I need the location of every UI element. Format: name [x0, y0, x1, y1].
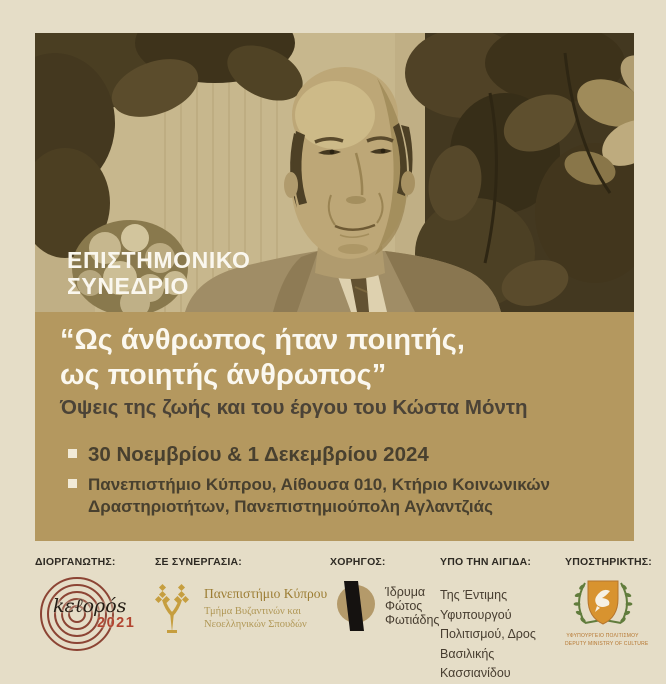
cyprus-coat-of-arms-icon	[569, 579, 637, 627]
conference-type-line2: ΣΥΝΕΔΡΙΟ	[67, 272, 190, 299]
ucy-department-line2: Νεοελληνικών Σπουδών	[204, 618, 307, 630]
date-row	[60, 442, 614, 467]
title-band	[35, 312, 634, 541]
conference-type-label	[67, 248, 251, 299]
auspices-line1: Της Έντιμης Υφυπουργού	[440, 588, 512, 622]
square-bullet-icon	[68, 449, 77, 458]
collaboration-column	[155, 556, 328, 634]
conference-subtitle: Όψεις της ζωής και του έργου του Κώστα Μόντη	[60, 396, 528, 419]
auspices-line3: Κασσιανίδου	[440, 666, 511, 680]
portrait-photo	[35, 33, 634, 312]
university-of-cyprus-logo	[155, 582, 328, 634]
fotiadis-name	[385, 585, 439, 627]
auspices-text	[440, 586, 560, 684]
fotiadis-name-line1: Ίδρυμα	[385, 585, 426, 599]
keloros-year: 2021	[97, 615, 136, 631]
conference-title	[60, 323, 614, 393]
organizer-column	[35, 556, 150, 654]
ucy-name: Πανεπιστήμιο Κύπρου	[204, 585, 328, 601]
square-bullet-icon	[68, 479, 77, 488]
fotiadis-foundation-icon	[330, 580, 376, 632]
fotiadis-name-line2: Φώτος	[385, 599, 423, 613]
event-venue-line2: Δραστηριοτήτων, Πανεπιστημιούπολη Αγλαντζιάς	[88, 497, 493, 516]
ucy-department	[204, 605, 327, 631]
university-tree-icon	[155, 582, 189, 634]
conference-title-line2: ως ποιητής άνθρωπος”	[60, 359, 387, 391]
supporter-column	[565, 556, 652, 647]
auspices-column	[440, 556, 560, 684]
conference-title-line1: “Ως άνθρωπος ήταν ποιητής,	[60, 324, 465, 356]
collaboration-label: ΣΕ ΣΥΝΕΡΓΑΣΙΑ:	[155, 556, 242, 568]
supporter-label: ΥΠΟΣΤΗΡΙΚΤΗΣ:	[565, 556, 652, 568]
keloros-logo	[35, 574, 145, 654]
event-dates: 30 Νοεμβρίου & 1 Δεκεμβρίου 2024	[88, 443, 429, 466]
auspices-line2: Πολιτισμού, Δρος Βασιλικής	[440, 627, 536, 661]
emblem-caption-line2: DEPUTY MINISTRY OF CULTURE	[565, 640, 649, 647]
footer	[0, 541, 666, 680]
sponsor-label: ΧΟΡΗΓΟΣ:	[330, 556, 386, 568]
emblem-caption-line1: ΥΦΥΠΟΥΡΓΕΙΟ ΠΟΛΙΤΙΣΜΟΥ	[566, 633, 639, 639]
sponsor-column	[330, 556, 440, 632]
cyprus-emblem	[565, 579, 649, 647]
venue-row	[60, 474, 614, 518]
ucy-text	[204, 586, 327, 631]
conference-type-line1: ΕΠΙΣΤΗΜΟΝΙΚΟ	[67, 247, 251, 273]
auspices-label: ΥΠΟ ΤΗΝ ΑΙΓΙΔΑ:	[440, 556, 532, 568]
event-venue	[88, 474, 550, 518]
keloros-wordmark: kεℓoρós	[53, 595, 127, 617]
ucy-department-line1: Τμήμα Βυζαντινών και	[204, 605, 301, 617]
fotiadis-name-line3: Φωτιάδης	[385, 613, 440, 627]
event-venue-line1: Πανεπιστήμιο Κύπρου, Αίθουσα 010, Κτήριο Κοινωνικών	[88, 475, 551, 494]
organizer-label: ΔΙΟΡΓΑΝΩΤΗΣ:	[35, 556, 116, 568]
fotiadis-foundation-logo	[330, 580, 440, 632]
